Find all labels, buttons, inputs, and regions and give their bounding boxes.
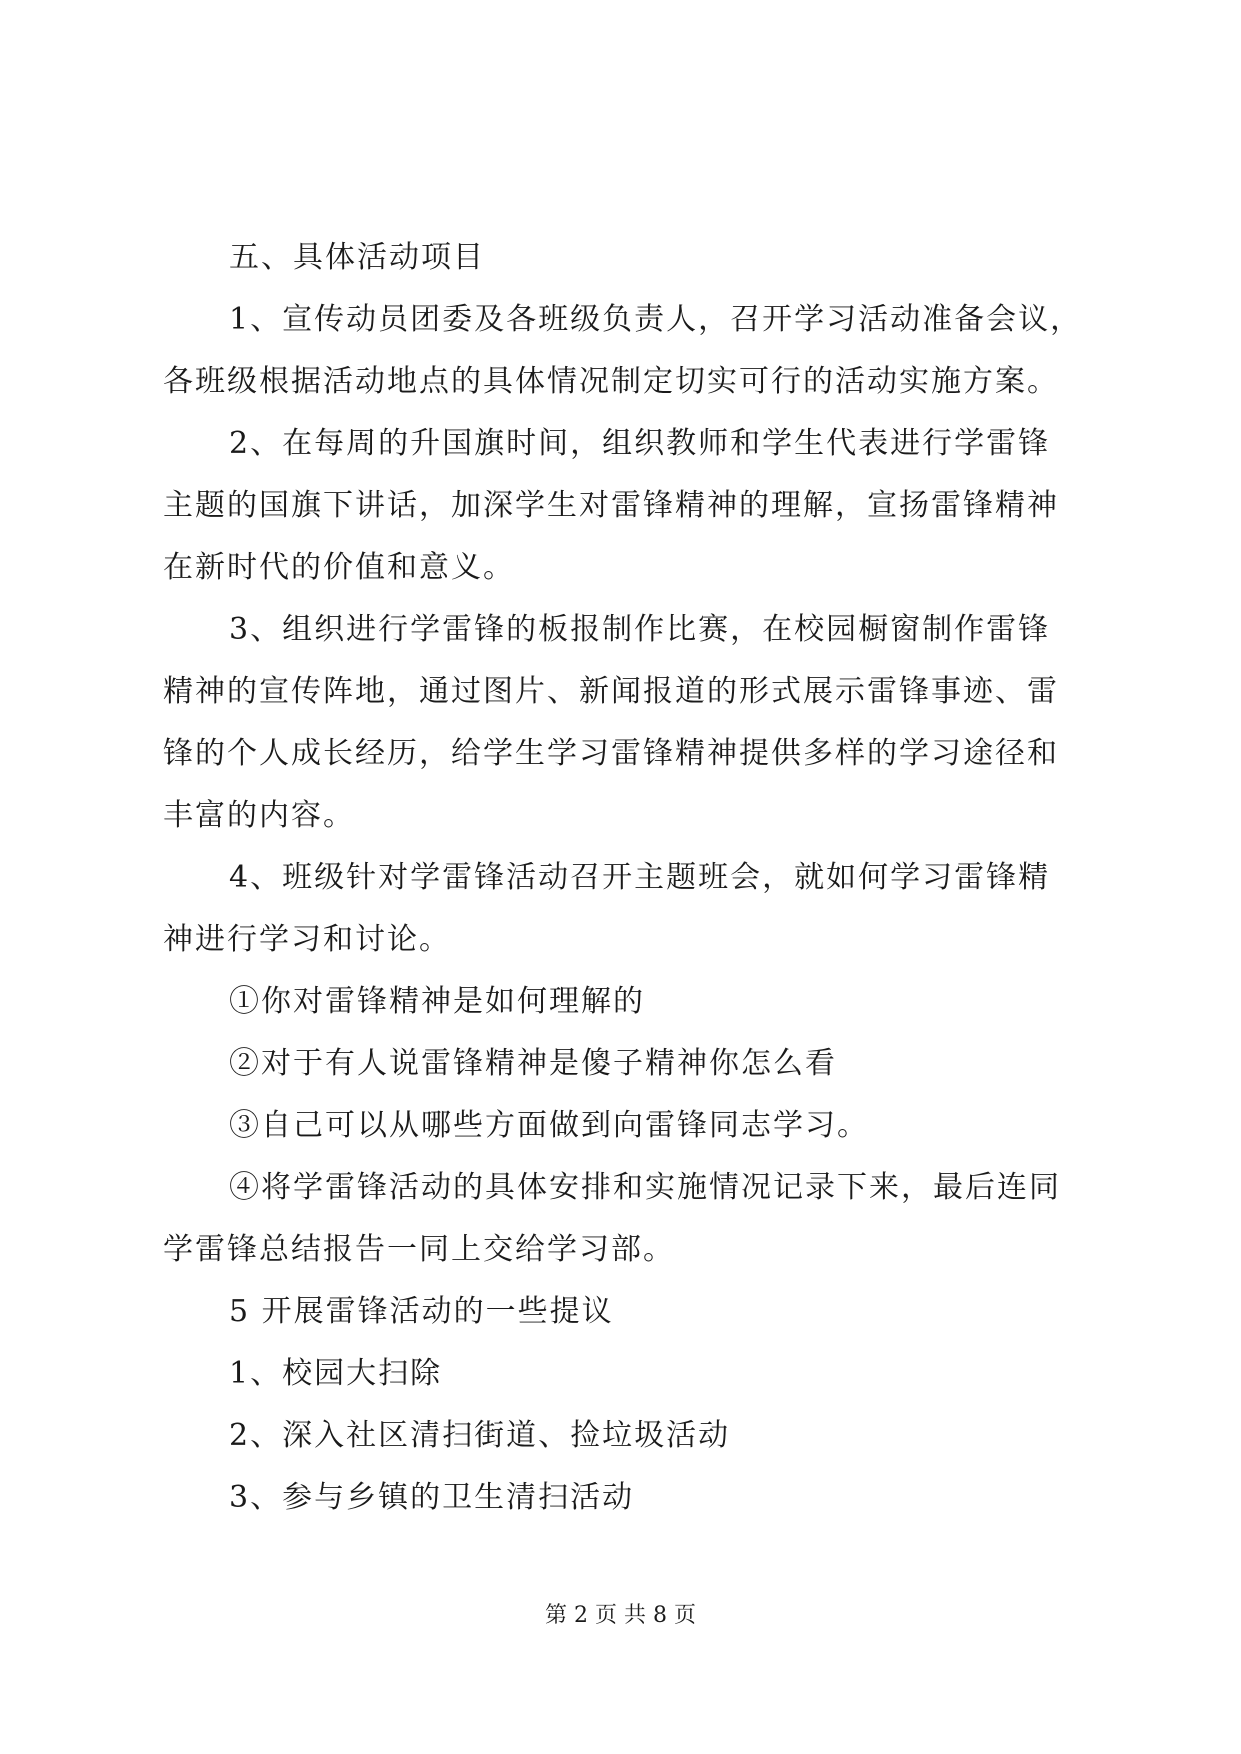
- paragraph-line: 3、组织进行学雷锋的板报制作比赛，在校园橱窗制作雷锋: [229, 612, 1051, 647]
- paragraph-line: 4、班级针对学雷锋活动召开主题班会，就如何学习雷锋精: [229, 860, 1051, 895]
- list-item: 3、参与乡镇的卫生清扫活动: [229, 1480, 635, 1515]
- paragraph-line: 神进行学习和讨论。: [163, 922, 451, 957]
- paragraph-line: 1、宣传动员团委及各班级负责人，召开学习活动准备会议，: [229, 302, 1083, 337]
- paragraph-line: 丰富的内容。: [163, 798, 355, 833]
- paragraph-line: 学雷锋总结报告一同上交给学习部。: [163, 1232, 675, 1267]
- paragraph-line: 精神的宣传阵地，通过图片、新闻报道的形式展示雷锋事迹、雷: [163, 674, 1059, 709]
- list-item: ②对于有人说雷锋精神是傻子精神你怎么看: [229, 1046, 837, 1081]
- paragraph-line: 在新时代的价值和意义。: [163, 550, 515, 585]
- paragraph-line: 锋的个人成长经历，给学生学习雷锋精神提供多样的学习途径和: [163, 736, 1059, 771]
- section-heading: 5 开展雷锋活动的一些提议: [229, 1294, 614, 1329]
- list-item: ①你对雷锋精神是如何理解的: [229, 984, 645, 1019]
- paragraph-line: 2、在每周的升国旗时间，组织教师和学生代表进行学雷锋: [229, 426, 1051, 461]
- section-heading: 五、具体活动项目: [229, 240, 485, 275]
- list-item: 1、校园大扫除: [229, 1356, 443, 1391]
- paragraph-line: 主题的国旗下讲话，加深学生对雷锋精神的理解，宣扬雷锋精神: [163, 488, 1059, 523]
- list-item: 2、深入社区清扫街道、捡垃圾活动: [229, 1418, 731, 1453]
- document-body: [163, 227, 1083, 1529]
- list-item: ③自己可以从哪些方面做到向雷锋同志学习。: [229, 1108, 869, 1143]
- paragraph-line: 各班级根据活动地点的具体情况制定切实可行的活动实施方案。: [163, 364, 1059, 399]
- list-item: ④将学雷锋活动的具体安排和实施情况记录下来，最后连同: [229, 1170, 1061, 1205]
- page-number-footer: 第 2 页 共 8 页: [545, 1603, 696, 1628]
